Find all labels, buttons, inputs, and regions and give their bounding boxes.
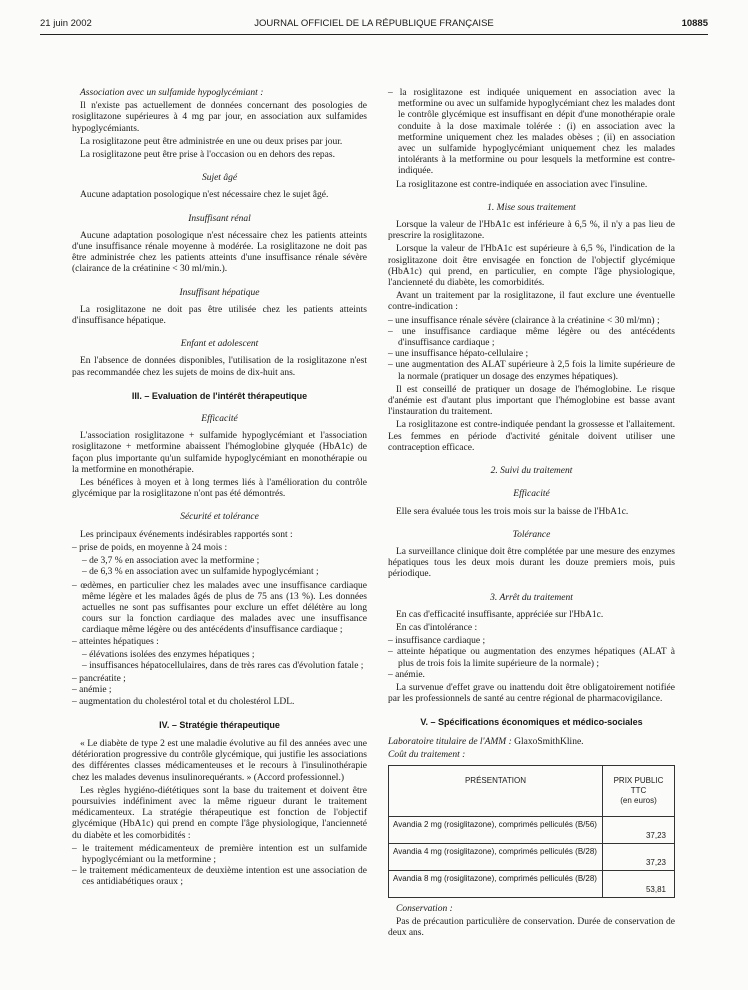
list-item: – une insuffisance hépato-cellulaire ; [388, 349, 675, 360]
paragraph: En cas d'intolérance : [396, 622, 478, 633]
table-row [389, 870, 675, 897]
subheading-securite: Sécurité et tolérance [180, 512, 259, 523]
table-cell-price: 53,81 [603, 870, 675, 897]
table-header-presentation: PRÉSENTATION [389, 765, 603, 816]
table-cell-presentation: Avandia 8 mg (rosiglitazone), comprimés pelliculés (B/28) [389, 870, 603, 897]
section-title-iii: III. – Evaluation de l'intérêt thérapeutique [131, 390, 308, 401]
price-table [388, 765, 675, 898]
subheading-mise-sous-traitement: 1. Mise sous traitement [487, 202, 576, 213]
paragraph: Les principaux événements indésirables rapportés sont : [80, 529, 293, 540]
paragraph: Aucune adaptation posologique n'est nécessaire chez les patients atteints d'une insuffisance rénale moyenne à modérée. La rosiglitazone ne doit pas être administrée chez les patients atteints d'une insuffisance rénale sévère (clairance de la créatinine < 30 ml/min.). [72, 230, 367, 275]
list-item: – une augmentation des ALAT supérieure à 2,5 fois la limite supérieure de la normale (pratiquer un dosage des enzymes hépatiques). [388, 360, 675, 382]
right-column [388, 88, 675, 942]
paragraph: Lorsque la valeur de l'HbA1c est inférieure à 6,5 %, il n'y a pas lieu de prescrire la rosiglitazone. [388, 220, 675, 242]
list-item: – le traitement médicamenteux de deuxième intention est une association de ces antidiabétiques oraux ; [72, 866, 367, 888]
list-item: – prise de poids, en moyenne à 24 mois : [72, 543, 367, 554]
list-item: – insuffisances hépatocellulaires, dans de très rares cas d'évolution fatale ; [72, 661, 367, 672]
subheading-arret: 3. Arrêt du traitement [490, 592, 573, 603]
assoc-paragraph: Il n'existe pas actuellement de données concernant des posologies de rosiglitazone supérieures à 4 mg par jour, en association aux sulfamides hypoglycémiants. [72, 101, 367, 134]
section-title-v: V. – Spécifications économiques et médico-sociales [420, 717, 643, 728]
header-journal-title: JOURNAL OFFICIEL DE LA RÉPUBLIQUE FRANÇAISE [254, 18, 494, 29]
list-item: – élévations isolées des enzymes hépatiques ; [72, 650, 367, 661]
paragraph: Avant un traitement par la rosiglitazone, il faut exclure une éventuelle contre-indication : [388, 291, 675, 313]
cost-label: Coût du traitement : [388, 749, 466, 760]
list-item: – anémie ; [72, 685, 367, 696]
table-cell-price: 37,23 [603, 843, 675, 870]
conservation-label: Conservation : [396, 903, 453, 914]
paragraph: Il est conseillé de pratiquer un dosage de l'hémoglobine. Le risque d'anémie est d'autant plus important que l'hémoglobine est basse avant l'instauration du traitement. [388, 384, 675, 418]
price-header-line1: PRIX PUBLIC TTC [613, 775, 664, 795]
subheading-enfant: Enfant et adolescent [180, 339, 259, 350]
lab-value: GlaxoSmithKline. [514, 736, 584, 747]
paragraph: Elle sera évaluée tous les trois mois sur la baisse de l'HbA1c. [396, 506, 629, 517]
list-item: – de 6,3 % en association avec un sulfamide hypoglycémiant ; [72, 567, 367, 578]
table-header-price [603, 765, 675, 816]
cost-line [388, 750, 675, 761]
paragraph: Les règles hygiéno-diététiques sont la base du traitement et doivent être poursuivies indéfiniment avec la même rigueur durant le traitement médicamenteux. La stratégie thérapeutique est fonction de l'objectif glycémique (HbA1c) qui prend en compte l'âge physiologique, l'ancienneté du diabète et les comorbidités : [72, 785, 367, 841]
paragraph: En l'absence de données disponibles, l'utilisation de la rosiglitazone n'est pas recommandée chez les sujets de moins de dix-huit ans. [72, 356, 367, 378]
paragraph: Les bénéfices à moyen et à long termes liés à l'amélioration du contrôle glycémique par la rosiglitazone n'ont pas été démontrés. [72, 478, 367, 500]
subheading-insuffisant-renal: Insuffisant rénal [188, 213, 251, 224]
price-header-line2: (en euros) [620, 795, 657, 805]
table-row [389, 816, 675, 843]
table-cell-presentation: Avandia 2 mg (rosiglitazone), comprimés pelliculés (B/56) [389, 816, 603, 843]
paragraph: En cas d'efficacité insuffisante, appréciée sur l'HbA1c. [396, 609, 604, 620]
list-item: – une insuffisance rénale sévère (clairance à la créatinine < 30 ml/mn) ; [388, 316, 675, 327]
list-item: – atteinte hépatique ou augmentation des enzymes hépatiques (ALAT à plus de trois fois la limite supérieure de la normale) ; [388, 647, 675, 669]
paragraph: La survenue d'effet grave ou inattendu doit être obligatoirement notifiée par les professionnels de santé au centre régional de pharmacovigilance. [388, 682, 675, 705]
list-item: – la rosiglitazone est indiquée uniquement en association avec la metformine ou avec un sulfamide hypoglycémiant chez les malades dont le contrôle glycémique est insuffisant en dépit d'une monothérapie orale conduite à la dose maximale tolérée : (i) en association avec la metformine uniquement chez les malades obèses ; (ii) en association avec un sulfamide hypoglycémiant uniquement chez les malades intolérants à la metformine ou pour lesquels la metformine est contre-indiquée. [388, 88, 675, 178]
subheading-efficacite: Efficacité [201, 414, 238, 425]
list-item: – augmentation du cholestérol total et du cholestérol LDL. [72, 697, 367, 708]
safety-list [72, 674, 367, 708]
subheading-insuffisant-hepatique: Insuffisant hépatique [179, 287, 260, 298]
header-page-number: 10885 [681, 18, 708, 29]
assoc-title: Association avec un sulfamide hypoglycémiant : [80, 88, 264, 98]
lab-line [388, 737, 675, 748]
paragraph: « Le diabète de type 2 est une maladie évolutive au fil des années avec une détérioration progressive du contrôle glycémique, qui justifie les associations des différentes classes médicamenteuses et le recours à l'insulinothérapie chez les malades devenus insulinorequérants. » (Accord professionnel.) [72, 738, 367, 783]
safety-sublist [72, 650, 367, 672]
header-date: 21 juin 2002 [40, 18, 92, 29]
page-header [40, 18, 708, 35]
table-cell-price: 37,23 [603, 816, 675, 843]
strategy-list [72, 844, 367, 889]
subheading-tolerance: Tolérance [512, 529, 551, 540]
list-item: – anémie. [388, 670, 675, 681]
safety-list [72, 543, 367, 554]
paragraph: La rosiglitazone ne doit pas être utilisée chez les patients atteints d'insuffisance hépatique. [72, 304, 367, 327]
safety-sublist [72, 556, 367, 578]
contraindication-list [388, 316, 675, 383]
section-title-iv: IV. – Stratégie thérapeutique [159, 719, 280, 730]
lab-label: Laboratoire titulaire de l'AMM : [388, 736, 512, 747]
subheading-suivi: 2. Suivi du traitement [490, 466, 573, 477]
list-item: – atteintes hépatiques : [72, 637, 367, 648]
assoc-paragraph: La rosiglitazone peut être administrée en une ou deux prises par jour. [80, 136, 343, 147]
paragraph: La rosiglitazone est contre-indiquée en association avec l'insuline. [396, 179, 648, 190]
list-item: – pancréatite ; [72, 674, 367, 685]
assoc-paragraph: La rosiglitazone peut être prise à l'occasion ou en dehors des repas. [80, 150, 335, 161]
subheading-efficacite: Efficacité [513, 489, 550, 500]
paragraph: Aucune adaptation posologique n'est nécessaire chez le sujet âgé. [80, 190, 329, 201]
list-item: – une insuffisance cardiaque même légère ou des antécédents d'insuffisance cardiaque ; [388, 327, 675, 349]
subheading-sujet-age: Sujet âgé [201, 173, 238, 184]
list-item: – insuffisance cardiaque ; [388, 636, 675, 647]
list-item: – œdèmes, en particulier chez les malades avec une insuffisance cardiaque même légère et les malades âgés de plus de 75 ans (13 %). Les données actuelles ne sont pas suffisantes pour exclure un effet délétère au long cours sur la fonction cardiaque des malades avec une insuffisance cardiaque même légère ou des antécédents d'insuffisance cardiaque ; [72, 581, 367, 637]
table-header-row [389, 765, 675, 816]
list-item: – le traitement médicamenteux de première intention est un sulfamide hypoglycémiant ou la metformine ; [72, 844, 367, 866]
indication-list [388, 88, 675, 178]
paragraph: Lorsque la valeur de l'HbA1c est supérieure à 6,5 %, l'indication de la rosiglitazone doit être envisagée en fonction de l'objectif glycémique (HbA1c) qui prend, en particulier, en compte l'âge physiologique, l'ancienneté du diabète, les comorbidités. [388, 244, 675, 289]
safety-list [72, 581, 367, 648]
left-column [72, 88, 367, 891]
paragraph: Pas de précaution particulière de conservation. Durée de conservation de deux ans. [388, 917, 675, 939]
list-item: – de 3,7 % en association avec la metformine ; [72, 556, 367, 567]
paragraph: La rosiglitazone est contre-indiquée pendant la grossesse et l'allaitement. Les femmes en période d'activité génitale doivent utiliser une contraception efficace. [388, 420, 675, 453]
table-row [389, 843, 675, 870]
table-cell-presentation: Avandia 4 mg (rosiglitazone), comprimés pelliculés (B/28) [389, 843, 603, 870]
paragraph: L'association rosiglitazone + sulfamide hypoglycémiant et l'association rosiglitazone + metformine abaissent l'hémoglobine glyquée (HbA1c) de façon plus importante qu'un sulfamide hypoglycémiant en monothérapie ou la metformine en monothérapie. [72, 431, 367, 475]
intolerance-list [388, 636, 675, 681]
paragraph: La surveillance clinique doit être complétée par une mesure des enzymes hépatiques tous les deux mois durant les douze premiers mois, puis périodique. [388, 546, 675, 580]
